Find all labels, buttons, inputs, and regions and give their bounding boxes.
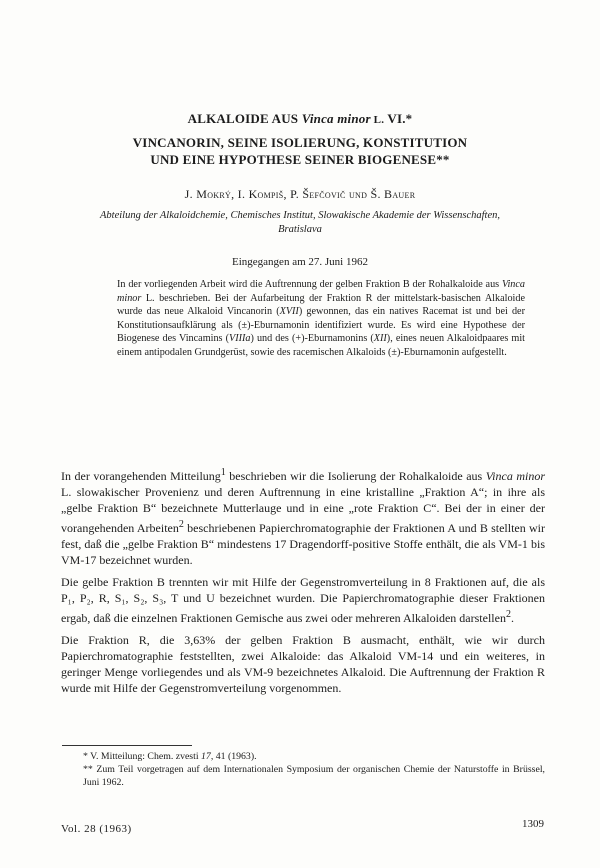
volume-info: Vol. 28 (1963) xyxy=(61,823,132,835)
affiliation: Abteilung der Alkaloidchemie, Chemisches Institut, Slowakische Akademie der Wissenschaften, Bratislava xyxy=(100,210,500,235)
footnotes xyxy=(61,750,545,789)
body-text xyxy=(61,465,545,703)
page-number: 1309 xyxy=(522,818,544,830)
received-date: Eingegangen am 27. Juni 1962 xyxy=(232,256,368,268)
footnote-1: * V. Mitteilung: Chem. zvesti 17, 41 (1963). xyxy=(83,751,257,762)
paragraph-1: In der vorangehenden Mitteilung$^1$ beschrieben wir die Isolierung der Rohalkaloide aus Vinca minor L. slowakischer Provenienz und deren Auftrennung in eine kristalline „Fraktion A“; in ihre als „gelbe Fraktion B“ bezeichnete Mutterlauge und in eine „rote Fraktion C“. Bei der in einer der vorangehenden Arbeiten$^2$ beschriebenen Papierchromatographie der Fraktionen A und B stellten wir fest, daß die „gelbe Fraktion B“ mindestens 17 Dragendorff-positive Stoffe enthält, die als VM-1 bis VM-17 bezeichnet wurden. xyxy=(61,467,545,568)
abstract: In der vorliegenden Arbeit wird die Auftrennung der gelben Fraktion B der Rohalkaloide aus Vinca minor L. beschrieben. Bei der Aufarbeitung der Fraktion R der mittelstark-basischen Alkaloide wurde das neue Alkaloid Vincanorin (XVII) gewonnen, das ein natives Racemat ist und bei der Konstitutionsaufklärung als (±)-Eburnamonin identifiziert wurde. Es wird eine Hypothese der Biogenese des Vincamins (VIIIa) und des (+)-Eburnamonins (XII), eines neuen Alkaloidpaares mit einem antipodalen Grundgerüst, sowie des racemischen Alkaloids (±)-Eburnamonin aufgestellt. xyxy=(117,279,525,358)
species-name: Vinca minor xyxy=(301,111,371,126)
author-list: J. Mokrý, I. Kompiš, P. Šefčovič und Š. Bauer xyxy=(184,187,416,201)
paragraph-2: Die gelbe Fraktion B trennten wir mit Hilfe der Gegenstromverteilung in 8 Fraktionen auf, die als P₁, P₂, R, S₁, S₂, S₃, T und U bezeichnet wurden. Die Papierchromatographie dieser Fraktionen ergab, daß die einzelnen Fraktionen Gemische aus zwei oder mehreren Alkaloiden darstellen$^2$. xyxy=(61,575,545,625)
article-subtitle: VINCANORIN, SEINE ISOLIERUNG, KONSTITUTION UND EINE HYPOTHESE SEINER BIOGENESE** xyxy=(132,135,468,167)
paragraph-3: Die Fraktion R, die 3,63% der gelben Fraktion B ausmacht, enthält, wie wir durch Papierchromatographie feststellten, zwei Alkaloide: das Alkaloid VM-14 und ein weiteres, in geringer Menge vorliegendes und als VM-9 bezeichnetes Alkaloid. Die Auftrennung der Fraktion R wurde mit Hilfe der Gegenstromverteilung vorgenommen. xyxy=(61,632,545,696)
article-title: ALKALOIDE AUS Vinca minor L. VI.* xyxy=(187,111,413,126)
footnote-divider xyxy=(62,745,192,746)
footnote-2: ** Zum Teil vorgetragen auf dem Internationalen Symposium der organischen Chemie der Naturstoffe in Brüssel, Juni 1962. xyxy=(83,764,545,788)
